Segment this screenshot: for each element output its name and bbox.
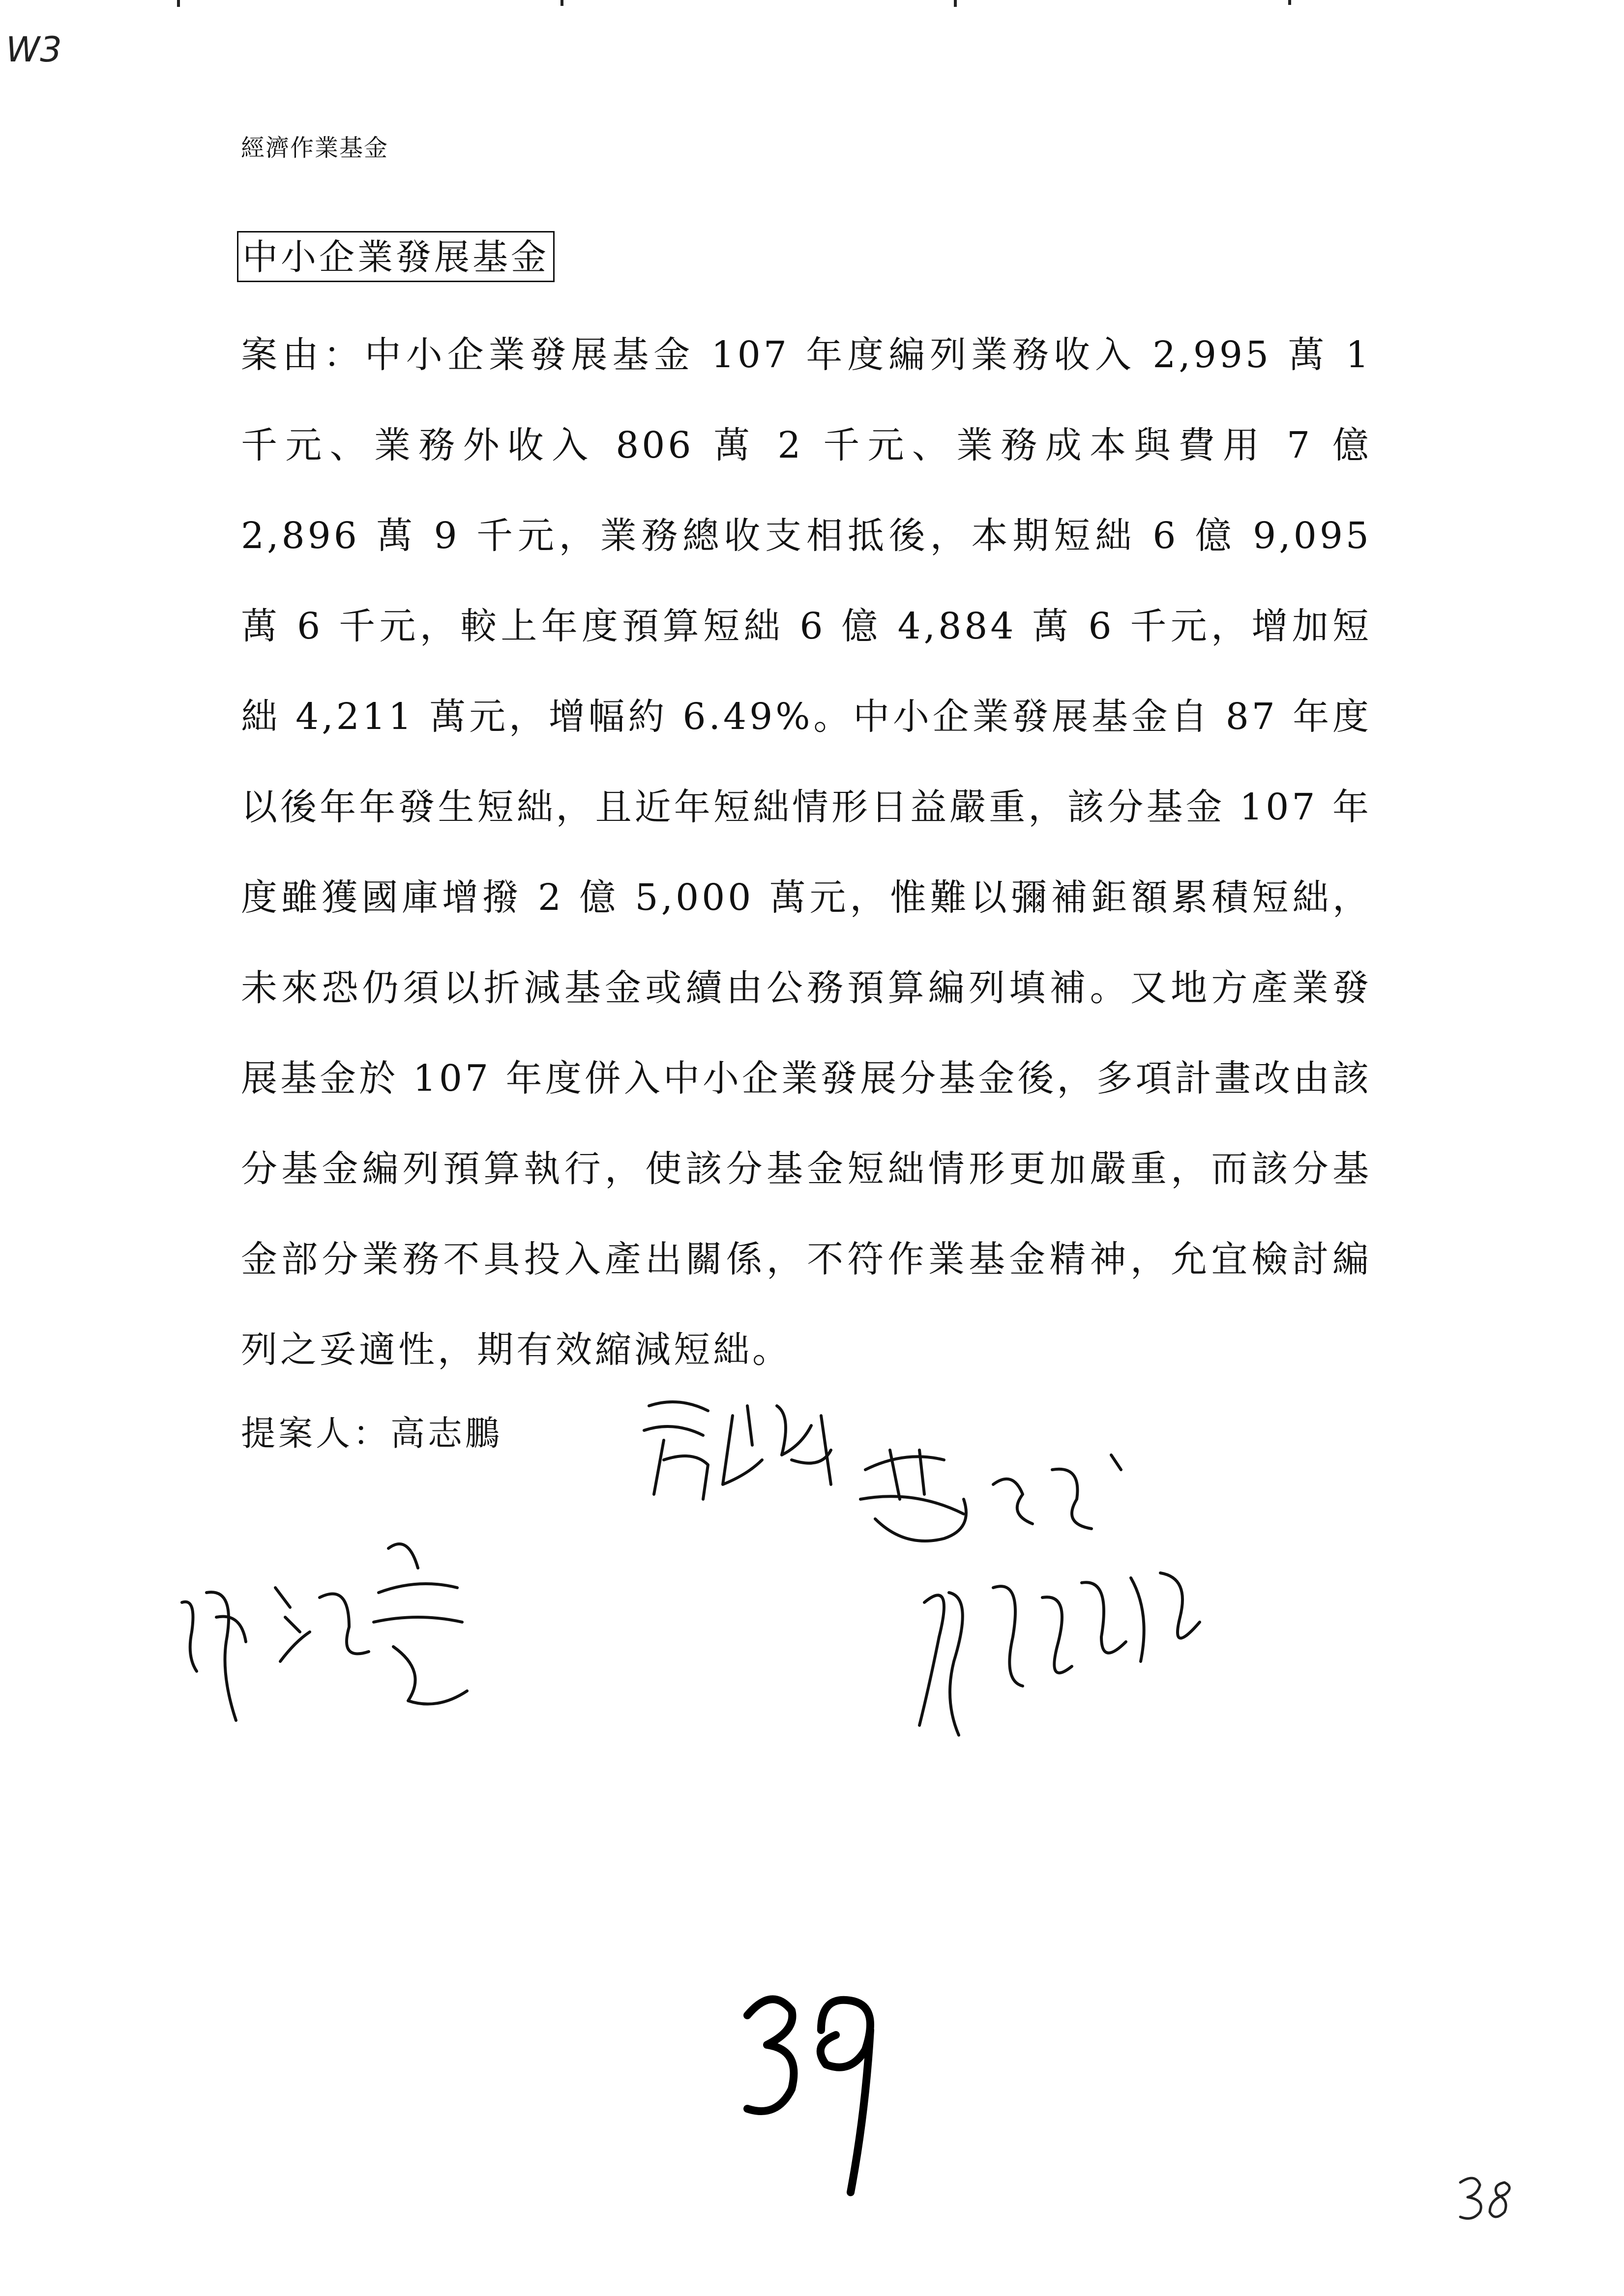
signature-gao <box>634 1386 846 1514</box>
category-label: 經濟作業基金 <box>241 134 389 162</box>
handwritten-page-number <box>738 1976 885 2202</box>
signature-third <box>895 1539 1219 1755</box>
proposer-line: 提案人：高志鵬 <box>241 1413 502 1453</box>
corner-note: W3 <box>6 29 62 70</box>
scan-edge-marks <box>0 0 1624 15</box>
small-page-number <box>1455 2173 1524 2227</box>
signature-left <box>162 1514 487 1750</box>
document-title: 中小企業發展基金 <box>237 231 555 282</box>
proposal-body: 案由：中小企業發展基金 107 年度編列業務收入 2,995 萬 1 千元、業務外收入 806 萬 2 千元、業務成本與費用 7 億 2,896 萬 9 千元，業務總收支相抵後，本期短絀 6 億 9,095 萬 6 千元，較上年度預算短絀 6 億 4,884 萬 6 千元，增加短絀 4,211 萬元，增幅約 6.49%。中小企業發展基金自 87 年度以後年年發生短絀，且近年短絀情形日益嚴重，該分基金 107 年度雖獲國庫增撥 2 億 5,000 萬元，惟難以彌補鉅額累積短絀，未來恐仍須以折減基金或續由公務預算編列填補。又地方產業發展基金於 107 年度併入中小企業發展分基金後，多項計畫改由該分基金編列預算執行，使該分基金短絀情形更加嚴重，而該分基金部分業務不具投入產出關係，不符作業基金精神，允宜檢討編列之妥適性，期有效縮減短絀。 <box>241 334 1372 1371</box>
